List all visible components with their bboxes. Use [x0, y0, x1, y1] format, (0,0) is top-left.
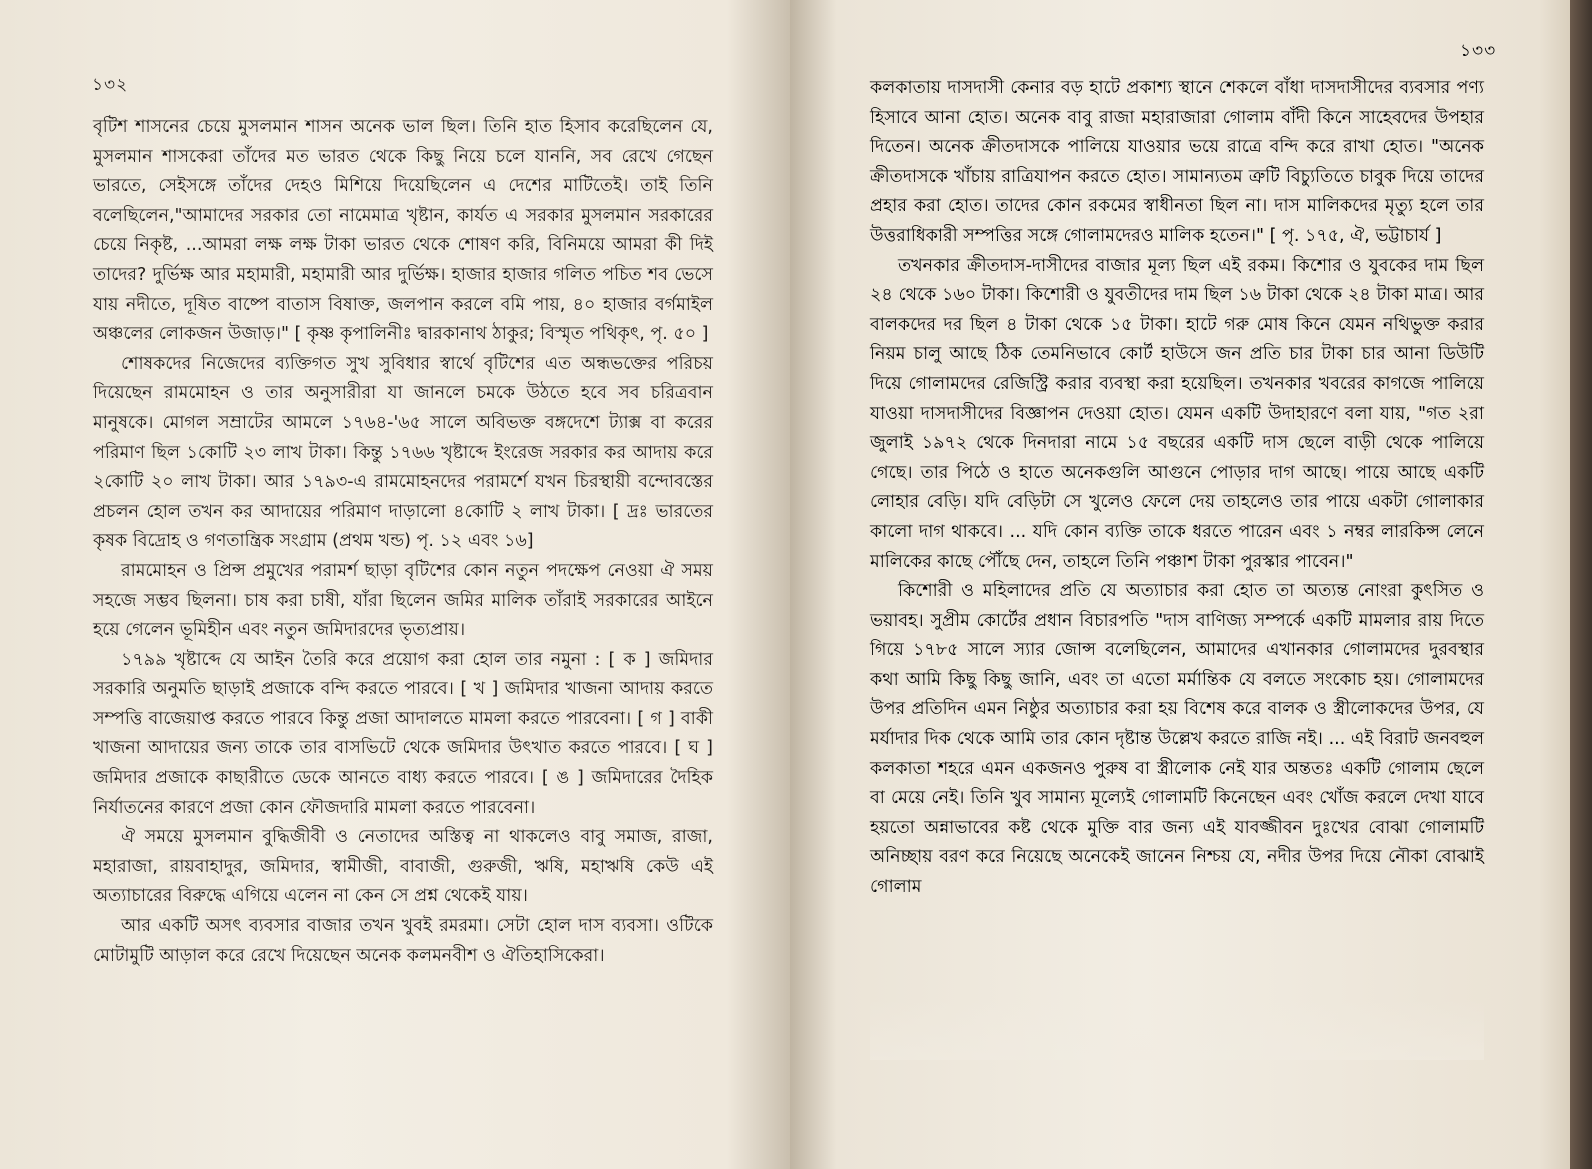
book-edge [1570, 0, 1592, 1169]
left-page-number: ১৩২ [92, 75, 129, 95]
left-page [0, 0, 790, 1169]
paragraph: কলকাতায় দাসদাসী কেনার বড় হাটে প্রকাশ্য স্থানে শেকলে বাঁধা দাসদাসীদের ব্যবসার পণ্য হিসাবে আনা হোত। অনেক বাবু রাজা মহারাজারা গোলাম বাঁদী কিনে সাহেবদের উপহার দিতেন। অনেক ক্রীতদাসকে পালিয়ে যাওয়ার ভয়ে রাত্রে বন্দি করে রাখা হোত। "অনেক ক্রীতদাসকে খাঁচায় রাত্রিযাপন করতে হোত। সামান্যতম ত্রুটি বিচ্যুতিতে চাবুক দিয়ে তাদের প্রহার করা হোত। তাদের কোন রকমের স্বাধীনতা ছিল না। দাস মালিকদের মৃত্যু হলে তার উত্তরাধিকারী সম্পত্তির সঙ্গে গোলামদেরও মালিক হতেন।" [ পৃ. ১৭৫, ঐ, ভট্টাচার্য ] [870, 78, 1484, 246]
paragraph: কিশোরী ও মহিলাদের প্রতি যে অত্যাচার করা হোত তা অত্যন্ত নোংরা কুৎসিত ও ভয়াবহ। সুপ্রীম কোর্টের প্রধান বিচারপতি "দাস বাণিজ্য সম্পর্কে একটি মামলার রায় দিতে গিয়ে ১৭৮৫ সালে স্যার জোন্স বলেছিলেন, আমাদের এখানকার গোলামদের দুরবস্থার কথা আমি কিছু কিছু জানি, এবং তা এতো মর্মান্তিক যে বলতে সংকোচ হয়। গোলামদের উপর প্রতিদিন এমন নিষ্ঠুর অত্যাচার করা হয় বিশেষ করে বালক ও স্ত্রীলোকদের উপর, যে মর্যাদার দিক থেকে আমি তার কোন দৃষ্টান্ত উল্লেখ করতে রাজি নই। ... এই বিরাট জনবহুল কলকাতা শহরে এমন একজনও পুরুষ বা স্ত্রীলোক নেই যার অন্ততঃ একটি গোলাম ছেলে বা মেয়ে নেই। তিনি খুব সামান্য মূল্যেই গোলামটি কিনেছেন এবং খোঁজ করলে দেখা যাবে হয়তো অন্নাভাবের কষ্ট থেকে মুক্তি বার জন্য এই যাবজ্জীবন দুঃখের বোঝা গোলামটি অনিচ্ছায় বরণ করে নিয়েছে অনেকেই জানেন নিশ্চয় যে, নদীর উপর দিয়ে নৌকা বোঝাই গোলাম [870, 581, 1484, 898]
left-page-text [93, 113, 713, 971]
right-page-number: ১৩৩ [1460, 41, 1497, 61]
paragraph: তখনকার ক্রীতদাস-দাসীদের বাজার মূল্য ছিল এই রকম। কিশোর ও যুবকের দাম ছিল ২৪ থেকে ১৬০ টাকা। কিশোরী ও যুবতীদের দাম ছিল ১৬ টাকা থেকে ২৪ টাকা মাত্র। আর বালকদের দর ছিল ৪ টাকা থেকে ১৫ টাকা। হাটে গরু মোষ কিনে যেমন নথিভুক্ত করার নিয়ম চালু আছে ঠিক তেমনিভাবে কোর্ট হাউসে জন প্রতি চার টাকা চার আনা ডিউটি দিয়ে গোলামদের রেজিস্ট্রি করার ব্যবস্থা করা হয়েছিল। তখনকার খবরের কাগজে পালিয়ে যাওয়া দাসদাসীদের বিজ্ঞাপন দেওয়া হোত। যেমন একটি উদাহারণে বলা যায়, "গত ২রা জুলাই ১৯৭২ থেকে দিনদারা নামে ১৫ বছরের একটি দাস ছেলে বাড়ী থেকে পালিয়ে গেছে। তার পিঠে ও হাতে অনেকগুলি আগুনে পোড়ার দাগ আছে। পায়ে আছে একটি লোহার বেড়ি। যদি বেড়িটা সে খুলেও ফেলে দেয় তাহলেও তার পায়ে একটা গোলাকার কালো দাগ থাকবে। ... যদি কোন ব্যক্তি তাকে ধরতে পারেন এবং ১ নম্বর লারকিন্স লেনে মালিকের কাছে পৌঁছে দেন, তাহলে তিনি পঞ্চাশ টাকা পুরস্কার পাবেন।" [870, 255, 1484, 572]
paragraph: ১৭৯৯ খৃষ্টাব্দে যে আইন তৈরি করে প্রয়োগ করা হোল তার নমুনা : [ ক ] জমিদার সরকারি অনুমতি ছাড়াই প্রজাকে বন্দি করতে পারবে। [ খ ] জমিদার খাজনা আদায় করতে সম্পত্তি বাজেয়াপ্ত করতে পারবে কিন্তু প্রজা আদালতে মামলা করতে পারবেনা। [ গ ] বাকী খাজনা আদায়ের জন্য তাকে তার বাসভিটে থেকে জমিদার উৎখাত করতে পারবে। [ ঘ ] জমিদার প্রজাকে কাছারীতে ডেকে আনতে বাধ্য করতে পারবে। [ ঙ ] জমিদারের দৈহিক নির্যাতনের কারণে প্রজা কোন ফৌজদারি মামলা করতে পারবেনা। [93, 649, 713, 818]
paragraph: ঐ সময়ে মুসলমান বুদ্ধিজীবী ও নেতাদের অস্তিত্ব না থাকলেও বাবু সমাজ, রাজা, মহারাজা, রায়বাহাদুর, জমিদার, স্বামীজী, বাবাজী, গুরুজী, ঋষি, মহাঋষি কেউ এই অত্যাচারের বিরুদ্ধে এগিয়ে এলেন না কেন সে প্রশ্ন থেকেই যায়। [93, 827, 713, 907]
paragraph: বৃটিশ শাসনের চেয়ে মুসলমান শাসন অনেক ভাল ছিল। তিনি হাত হিসাব করেছিলেন যে, মুসলমান শাসকেরা তাঁদের মত ভারত থেকে কিছু নিয়ে চলে যাননি, সব রেখে গেছেন ভারতে, সেইসঙ্গে তাঁদের দেহও মিশিয়ে দিয়েছিলেন এ দেশের মাটিতেই। তাই তিনি বলেছিলেন,"আমাদের সরকার তো নামেমাত্র খৃষ্টান, কার্যত এ সরকার মুসলমান সরকারের চেয়ে নিকৃষ্ট, ...আমরা লক্ষ লক্ষ টাকা ভারত থেকে শোষণ করি, বিনিময়ে আমরা কী দিই তাদের? দুর্ভিক্ষ আর মহামারী, মহামারী আর দুর্ভিক্ষ। হাজার হাজার গলিত পচিত শব ভেসে যায় নদীতে, দূষিত বাষ্পে বাতাস বিষাক্ত, জলপান করলে বমি পায়, ৪০ হাজার বর্গমাইল অঞ্চলের লোকজন উজাড়।" [ কৃষ্ণ কৃপালিনীঃ দ্বারকানাথ ঠাকুর; বিস্মৃত পথিকৃৎ, পৃ. ৫০ ] [93, 117, 713, 345]
paragraph: শোষকদের নিজেদের ব্যক্তিগত সুখ সুবিধার স্বার্থে বৃটিশের এত অন্ধভক্তের পরিচয় দিয়েছেন রামমোহন ও তার অনুসারীরা যা জানলে চমকে উঠতে হবে সব চরিত্রবান মানুষকে। মোগল সম্রাটের আমলে ১৭৬৪-'৬৫ সালে অবিভক্ত বঙ্গদেশে ট্যাক্স বা করের পরিমাণ ছিল ১কোটি ২৩ লাখ টাকা। কিন্তু ১৭৬৬ খৃষ্টাব্দে ইংরেজ সরকার কর আদায় করে ২কোটি ২০ লাখ টাকা। আর ১৭৯৩-এ রামমোহনদের পরামর্শে যখন চিরস্থায়ী বন্দোবস্তের প্রচলন হোল তখন কর আদায়ের পরিমাণ দাড়ালো ৪কোটি ২ লাখ টাকা। [ দ্রঃ ভারতের কৃষক বিদ্রোহ ও গণতান্ত্রিক সংগ্রাম (প্রথম খন্ড) পৃ. ১২ এবং ১৬] [93, 353, 713, 552]
paragraph: রামমোহন ও প্রিন্স প্রমুখের পরামর্শ ছাড়া বৃটিশের কোন নতুন পদক্ষেপ নেওয়া ঐ সময় সহজে সম্ভব ছিলনা। চাষ করা চাষী, যাঁরা ছিলেন জমির মালিক তাঁরাই সরকারের আইনে হয়ে গেলেন ভূমিহীন এবং নতুন জমিদারদের ভৃত্যপ্রায়। [93, 560, 713, 641]
paragraph: আর একটি অসৎ ব্যবসার বাজার তখন খুবই রমরমা। সেটা হোল দাস ব্যবসা। ওটিকে মোটামুটি আড়াল করে রেখে দিয়েছেন অনেক কলমনবীশ ও ঐতিহাসিকেরা। [93, 916, 713, 966]
right-page-text [870, 74, 1484, 903]
